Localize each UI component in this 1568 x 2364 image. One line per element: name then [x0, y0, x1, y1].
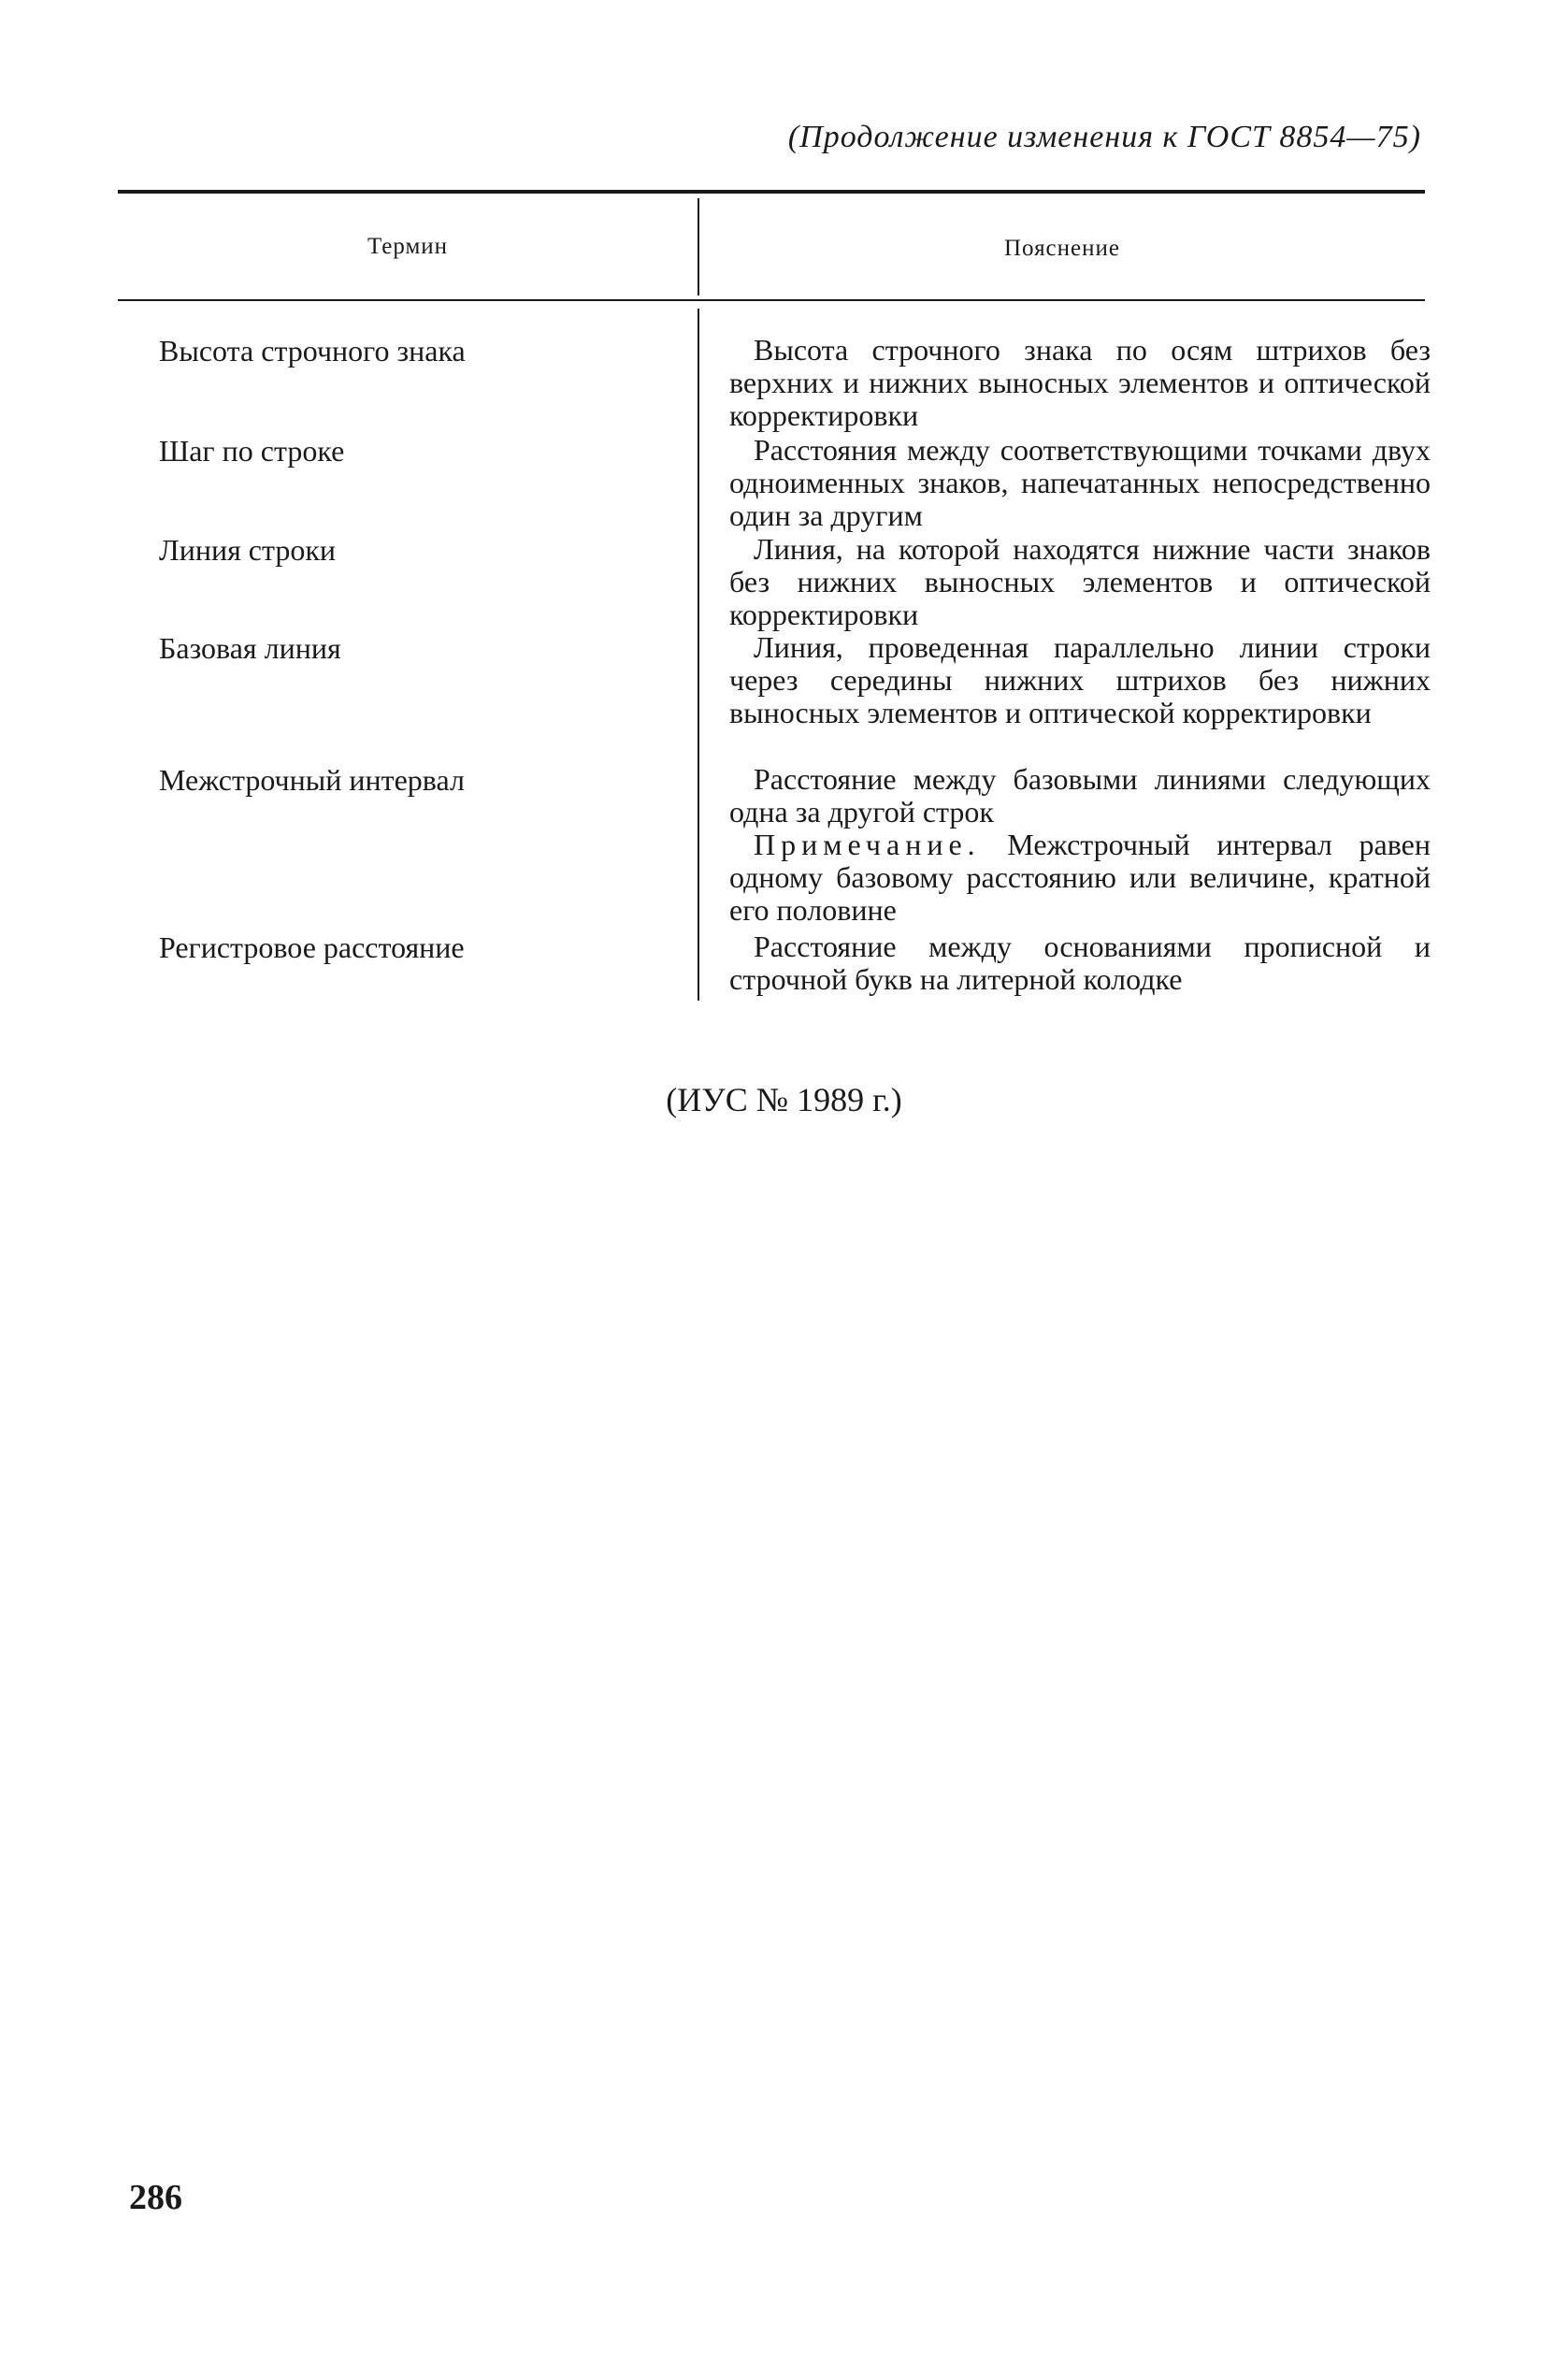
table-row-explanation: Расстояние между базовыми линиями следующих одна за другой строк [729, 762, 1431, 829]
column-header-explanation: Пояснение [1003, 236, 1120, 261]
table-row-term: Базовая линия [159, 631, 341, 665]
table-top-rule [118, 190, 1425, 194]
table-row-term: Регистровое расстояние [159, 930, 465, 964]
table-body-vertical-rule [698, 309, 699, 1001]
table-row-term: Шаг по строке [159, 434, 345, 468]
footer-source-note: (ИУС № 1989 г.) [666, 1081, 902, 1118]
table-row-term: Линия строки [159, 533, 337, 567]
table-row-term: Межстрочный интервал [159, 763, 465, 797]
table-header-bottom-rule [118, 299, 1425, 301]
table-row-term: Высота строчного знака [159, 334, 466, 368]
table-row-explanation: Расстояния между соответствующими точками двух одноименных знаков, напечатанных непосредственно один за другим [729, 433, 1431, 532]
table-row-explanation: Расстояние между основаниями прописной и строчной букв на литерной колодке [729, 930, 1431, 996]
table-row-note [729, 829, 1431, 927]
table-row-explanation: Высота строчного знака по осям штрихов без верхних и нижних выносных элементов и оптической корректировки [729, 333, 1431, 432]
note-label: Примечание. [754, 828, 981, 861]
column-header-term: Термин [367, 234, 449, 259]
table-row-explanation: Линия, на которой находятся нижние части знаков без нижних выносных элементов и оптической корректировки [729, 532, 1431, 631]
table-row-explanation: Линия, проведенная параллельно линии строки через середины нижних штрихов без нижних выносных элементов и оптической корректировки [729, 630, 1431, 729]
note-text: Межстрочный интервал равен одному базовому расстоянию или величине, кратной его половине [729, 828, 1431, 927]
page-number: 286 [129, 2178, 182, 2217]
page-header: (Продолжение изменения к ГОСТ 8854—75) [787, 120, 1421, 154]
